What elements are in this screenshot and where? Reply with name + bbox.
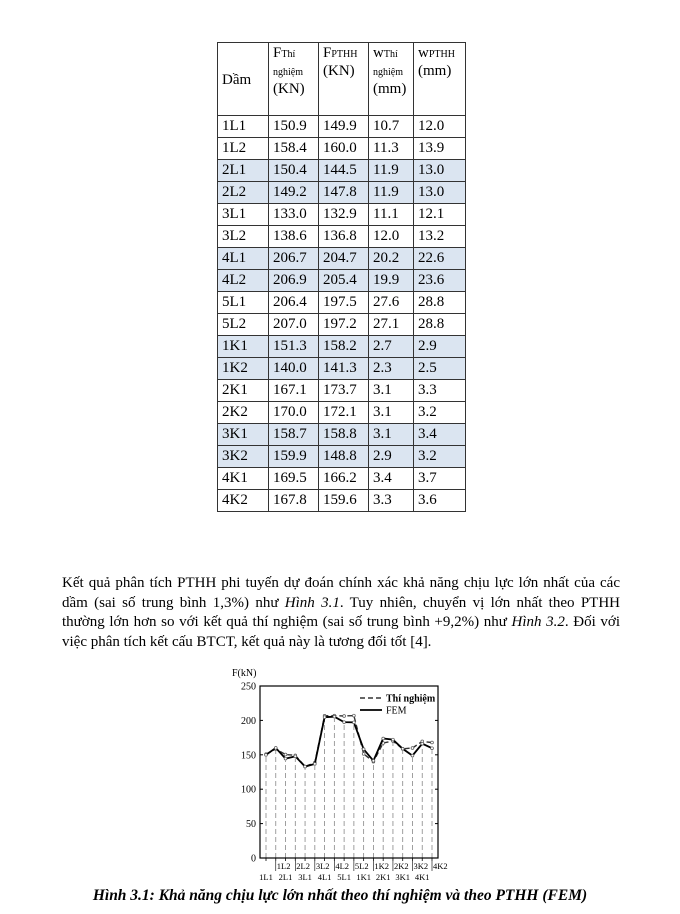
header-w-test	[369, 43, 414, 116]
cell-w-test: 3.3	[369, 490, 414, 512]
data-point-marker	[362, 748, 365, 751]
cell-f-test: 133.0	[269, 204, 319, 226]
y-axis-label: F(kN)	[232, 668, 257, 679]
table-row	[218, 490, 466, 512]
table-row	[218, 380, 466, 402]
cell-f-test: 207.0	[269, 314, 319, 336]
cell-w-fem: 28.8	[414, 314, 466, 336]
cell-w-fem: 23.6	[414, 270, 466, 292]
x-tick-label: 1K1	[356, 872, 371, 882]
cell-beam: 4L2	[218, 270, 269, 292]
cell-beam: 4K2	[218, 490, 269, 512]
y-tick-label: 50	[246, 819, 256, 831]
header-unit: (mm)	[418, 63, 452, 79]
data-point-marker	[294, 755, 297, 758]
cell-w-test: 3.1	[369, 380, 414, 402]
cell-f-fem: 197.5	[319, 292, 369, 314]
cell-f-fem: 158.8	[319, 424, 369, 446]
cell-f-test: 158.4	[269, 138, 319, 160]
header-symbol: F	[323, 45, 332, 61]
cell-f-test: 159.9	[269, 446, 319, 468]
x-tick-label: 2L1	[278, 872, 293, 882]
legend-label-test: Thí nghiệm	[386, 693, 436, 705]
cell-w-test: 2.9	[369, 446, 414, 468]
cell-beam: 4K1	[218, 468, 269, 490]
cell-w-fem: 2.9	[414, 336, 466, 358]
cell-w-fem: 13.0	[414, 182, 466, 204]
line-chart	[220, 660, 460, 886]
header-w-fem	[414, 43, 466, 116]
cell-w-test: 2.3	[369, 358, 414, 380]
header-subscript: Thí nghiệm	[273, 49, 303, 78]
cell-beam: 1L2	[218, 138, 269, 160]
cell-f-test: 167.1	[269, 380, 319, 402]
paragraph-text: . Tuy nhiên, chuyển vị lớn nhất theo PTHH thường lớn hơn so với kết quả thí nghiệm (sai số trung bình +9,2%) như	[62, 594, 620, 630]
table-row	[218, 248, 466, 270]
data-point-marker	[333, 715, 336, 718]
cell-w-fem: 22.6	[414, 248, 466, 270]
cell-beam: 5L1	[218, 292, 269, 314]
series-test-line	[266, 716, 432, 767]
cell-f-fem: 132.9	[319, 204, 369, 226]
table-row	[218, 446, 466, 468]
x-tick-label: 4K1	[414, 872, 430, 882]
cell-w-test: 3.1	[369, 402, 414, 424]
x-tick-label: 4K2	[433, 861, 448, 871]
series-fem-line	[266, 717, 432, 767]
header-f-fem	[319, 43, 369, 116]
table-row	[218, 424, 466, 446]
cell-beam: 3L2	[218, 226, 269, 248]
cell-f-fem: 147.8	[319, 182, 369, 204]
cell-beam: 2L1	[218, 160, 269, 182]
plot-frame	[260, 686, 438, 858]
header-beam	[218, 43, 269, 116]
x-tick-label: 4L2	[335, 861, 350, 871]
header-unit: (mm)	[373, 81, 407, 97]
cell-w-fem: 13.9	[414, 138, 466, 160]
cell-f-test: 167.8	[269, 490, 319, 512]
data-point-marker	[304, 765, 307, 768]
x-tick-label: 3L2	[315, 861, 330, 871]
data-point-marker	[372, 759, 375, 762]
cell-w-test: 19.9	[369, 270, 414, 292]
cell-w-fem: 12.0	[414, 116, 466, 138]
x-tick-label: 2K2	[393, 861, 409, 871]
cell-f-test: 149.2	[269, 182, 319, 204]
y-tick-label: 150	[241, 750, 256, 762]
data-point-marker	[421, 742, 424, 745]
data-point-marker	[343, 721, 346, 724]
x-tick-label: 2K1	[375, 872, 391, 882]
cell-beam: 3L1	[218, 204, 269, 226]
data-point-marker	[284, 757, 287, 760]
x-tick-label: 3K1	[395, 872, 411, 882]
cell-w-test: 3.1	[369, 424, 414, 446]
cell-f-test: 140.0	[269, 358, 319, 380]
table-row	[218, 468, 466, 490]
cell-w-fem: 28.8	[414, 292, 466, 314]
header-subscript: Thí nghiệm	[373, 49, 403, 78]
cell-w-fem: 3.2	[414, 446, 466, 468]
cell-f-test: 138.6	[269, 226, 319, 248]
x-tick-label: 1L1	[259, 872, 273, 882]
data-point-marker	[323, 716, 326, 719]
x-tick-label: 3K2	[413, 861, 429, 871]
header-subscript: PTHH	[428, 49, 455, 60]
cell-f-test: 150.9	[269, 116, 319, 138]
table-row	[218, 292, 466, 314]
data-point-marker	[352, 721, 355, 724]
header-symbol: w	[373, 45, 384, 61]
cell-f-test: 170.0	[269, 402, 319, 424]
cell-w-test: 20.2	[369, 248, 414, 270]
table-row	[218, 182, 466, 204]
cell-beam: 4L1	[218, 248, 269, 270]
cell-beam: 2K2	[218, 402, 269, 424]
x-tick-label: 5L2	[354, 861, 369, 871]
data-point-marker	[352, 714, 355, 717]
header-f-test	[269, 43, 319, 116]
body-paragraph	[62, 574, 620, 652]
cell-beam: 3K1	[218, 424, 269, 446]
cell-f-fem: 160.0	[319, 138, 369, 160]
paragraph-text: Kết quả phân tích PTHH phi tuyến dự đoán chính xác khả năng chịu lực lớn nhất của các dầm (sai số trung bình 1,3%) như	[62, 575, 620, 611]
header-unit: (KN)	[323, 63, 355, 79]
cell-w-test: 11.3	[369, 138, 414, 160]
cell-w-test: 3.4	[369, 468, 414, 490]
data-point-marker	[411, 754, 414, 757]
cell-beam: 5L2	[218, 314, 269, 336]
cell-w-test: 10.7	[369, 116, 414, 138]
cell-f-test: 206.4	[269, 292, 319, 314]
cell-beam: 2L2	[218, 182, 269, 204]
cell-f-fem: 136.8	[319, 226, 369, 248]
cell-f-fem: 173.7	[319, 380, 369, 402]
cell-w-fem: 3.3	[414, 380, 466, 402]
cell-w-test: 11.1	[369, 204, 414, 226]
cell-f-fem: 141.3	[319, 358, 369, 380]
y-tick-label: 250	[241, 681, 256, 693]
table-row	[218, 402, 466, 424]
cell-w-fem: 3.7	[414, 468, 466, 490]
data-point-marker	[401, 747, 404, 750]
y-tick-label: 200	[241, 715, 256, 727]
figure-reference: Hình 3.1	[284, 594, 340, 611]
cell-f-test: 206.9	[269, 270, 319, 292]
table-header-row	[218, 43, 466, 116]
cell-f-fem: 204.7	[319, 248, 369, 270]
cell-w-fem: 3.6	[414, 490, 466, 512]
table-row	[218, 226, 466, 248]
x-tick-label: 4L1	[317, 872, 332, 882]
x-tick-label: 1L2	[276, 861, 291, 871]
data-point-marker	[382, 737, 385, 740]
cell-w-test: 12.0	[369, 226, 414, 248]
cell-w-fem: 12.1	[414, 204, 466, 226]
cell-f-fem: 205.4	[319, 270, 369, 292]
x-tick-label: 1K2	[374, 861, 390, 871]
paragraph-text: . Đối với việc phân tích kết cấu BTCT, kết quả này là tương đối tốt [4].	[62, 614, 620, 650]
cell-f-test: 169.5	[269, 468, 319, 490]
cell-f-test: 150.4	[269, 160, 319, 182]
header-symbol: w	[418, 45, 429, 61]
header-symbol: F	[273, 45, 282, 61]
header-unit: (KN)	[273, 81, 305, 97]
cell-w-fem: 13.2	[414, 226, 466, 248]
cell-beam: 2K1	[218, 380, 269, 402]
cell-w-test: 2.7	[369, 336, 414, 358]
cell-w-test: 11.9	[369, 182, 414, 204]
cell-f-test: 206.7	[269, 248, 319, 270]
results-table	[217, 42, 466, 512]
cell-f-test: 151.3	[269, 336, 319, 358]
figure-caption: Hình 3.1: Khả năng chịu lực lớn nhất theo thí nghiệm và theo PTHH (FEM)	[92, 887, 588, 904]
cell-w-fem: 2.5	[414, 358, 466, 380]
table-row	[218, 336, 466, 358]
cell-w-fem: 3.2	[414, 402, 466, 424]
table-row	[218, 116, 466, 138]
table-row	[218, 358, 466, 380]
cell-f-test: 158.7	[269, 424, 319, 446]
cell-f-fem: 166.2	[319, 468, 369, 490]
x-tick-label: 3L1	[298, 872, 312, 882]
cell-beam: 1K1	[218, 336, 269, 358]
header-beam-label: Dầm	[222, 71, 252, 88]
data-point-marker	[431, 747, 434, 750]
cell-f-fem: 172.1	[319, 402, 369, 424]
data-point-marker	[392, 738, 395, 741]
table-row	[218, 160, 466, 182]
cell-w-test: 27.6	[369, 292, 414, 314]
cell-f-fem: 158.2	[319, 336, 369, 358]
cell-beam: 3K2	[218, 446, 269, 468]
data-point-marker	[265, 753, 268, 756]
table-body	[218, 116, 466, 512]
cell-beam: 1K2	[218, 358, 269, 380]
data-point-marker	[411, 747, 414, 750]
table-row	[218, 270, 466, 292]
data-point-marker	[284, 753, 287, 756]
cell-w-fem: 13.0	[414, 160, 466, 182]
cell-f-fem: 149.9	[319, 116, 369, 138]
data-point-marker	[362, 753, 365, 756]
data-point-marker	[274, 747, 277, 750]
data-point-marker	[431, 741, 434, 744]
table-row	[218, 204, 466, 226]
figure-reference: Hình 3.2	[511, 614, 565, 630]
data-point-marker	[313, 762, 316, 765]
x-tick-label: 5L1	[337, 872, 351, 882]
y-tick-label: 100	[241, 784, 256, 796]
header-subscript: PTHH	[331, 49, 358, 60]
table-row	[218, 314, 466, 336]
y-tick-label: 0	[251, 853, 256, 865]
legend-label-fem: FEM	[386, 705, 407, 717]
cell-f-fem: 197.2	[319, 314, 369, 336]
cell-f-fem: 159.6	[319, 490, 369, 512]
table-row	[218, 138, 466, 160]
cell-w-fem: 3.4	[414, 424, 466, 446]
cell-f-fem: 144.5	[319, 160, 369, 182]
cell-beam: 1L1	[218, 116, 269, 138]
x-tick-label: 2L2	[296, 861, 310, 871]
data-point-marker	[343, 715, 346, 718]
cell-w-test: 11.9	[369, 160, 414, 182]
cell-w-test: 27.1	[369, 314, 414, 336]
cell-f-fem: 148.8	[319, 446, 369, 468]
